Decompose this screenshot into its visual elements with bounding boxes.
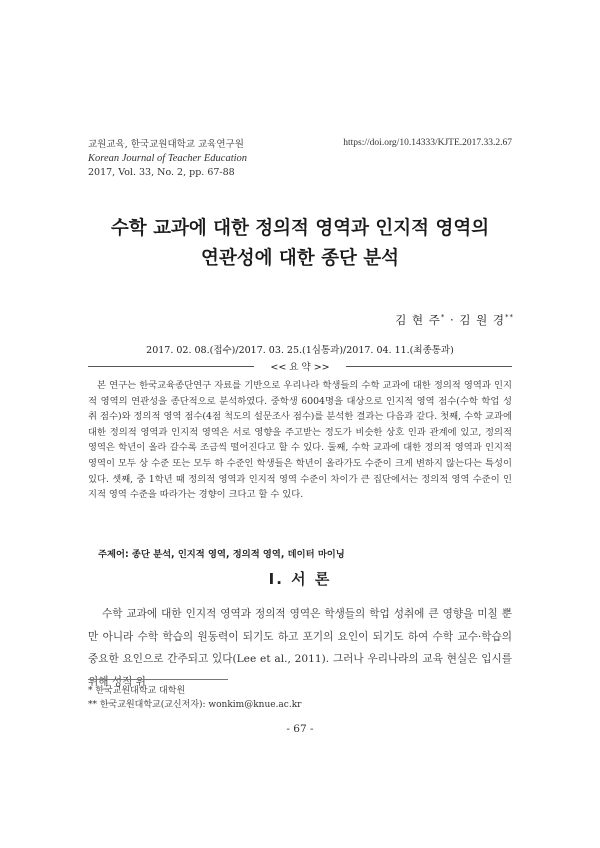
author-separator: ·: [445, 313, 460, 327]
footnote-1: * 한국교원대학교 대학원: [88, 686, 186, 696]
author-mark-1: *: [440, 313, 446, 322]
paper-title: [60, 214, 540, 274]
title-line-1: 수학 교과에 대한 정의적 영역과 인지적 영역의: [110, 218, 490, 239]
abstract-rule-right: [346, 366, 512, 367]
author-mark-2: **: [505, 313, 514, 322]
abstract-heading: [88, 361, 512, 371]
journal-volume: 2017, Vol. 33, No. 2, pp. 67-88: [88, 167, 235, 178]
footnote-2: ** 한국교원대학교(교신저자): wonkim@knue.ac.kr: [88, 700, 302, 710]
title-line-2: 연관성에 대한 종단 분석: [200, 248, 400, 269]
page-number: - 67 -: [286, 723, 314, 735]
footnote-divider: [88, 679, 228, 680]
section-heading: Ⅰ. 서 론: [268, 570, 332, 588]
abstract-heading-label: << 요 약 >>: [270, 362, 330, 373]
header-citation: [88, 138, 247, 180]
author-name-2: 김 원 경: [459, 313, 505, 327]
footnotes: [88, 684, 301, 712]
body-paragraph: 수학 교과에 대한 인지적 영역과 정의적 영역은 학생들의 학업 성취에 큰 영향을 미칠 뿐만 아니라 수학 학습의 원동력이 되기도 하고 포기의 요인이 되기도 하여 수학 교수·학습의 중요한 요인으로 간주되고 있다(Lee et al., 2011). 그러나 우리나라의 교육 현실은 입시를 위해 성적 위: [88, 608, 512, 688]
author-list: [395, 312, 514, 328]
doi-link[interactable]: https://doi.org/10.14333/KJTE.2017.33.2.67: [343, 138, 512, 148]
institute-name: 교원교육, 한국교원대학교 교육연구원: [88, 139, 244, 150]
journal-name: Korean Journal of Teacher Education: [88, 153, 248, 164]
author-name-1: 김 현 주: [395, 313, 441, 327]
abstract-text: 본 연구는 한국교육종단연구 자료를 기반으로 우리나라 학생들의 수학 교과에 대한 정의적 영역과 인지적 영역의 연관성을 종단적으로 분석하였다. 중학생 6004명을 대상으로 인지적 영역 점수(수학 학업 성취 점수)와 정의적 영역 점수(4점 척도의 설문조사 점수)를 분석한 결과는 다음과 같다. 첫째, 수학 교과에 대한 정의적 영역과 인지적 영역은 서로 영향을 주고받는 정도가 비슷한 상호 인과 관계에 있고, 정의적 영역은 학년이 올라 갈수록 조금씩 떨어진다고 할 수 있다. 둘째, 수학 교과에 대한 정의적 영역과 인지적 영역이 모두 상 수준 또는 모두 하 수준인 학생들은 학년이 올라가도 수준이 크게 변하지 않는다는 특성이 있다. 셋째, 중 1학년 때 정의적 영역과 인지적 영역 수준이 차이가 큰 집단에서는 정의적 영역 수준이 인지적 영역 수준을 따라가는 경향이 크다고 할 수 있다.: [88, 380, 512, 501]
keywords: 주제어: 종단 분석, 인지적 영역, 정의적 영역, 데이터 마이닝: [98, 549, 345, 560]
submission-dates: 2017. 02. 08.(접수)/2017. 03. 25.(1심통과)/2017. 04. 11.(최종통과): [146, 345, 454, 356]
